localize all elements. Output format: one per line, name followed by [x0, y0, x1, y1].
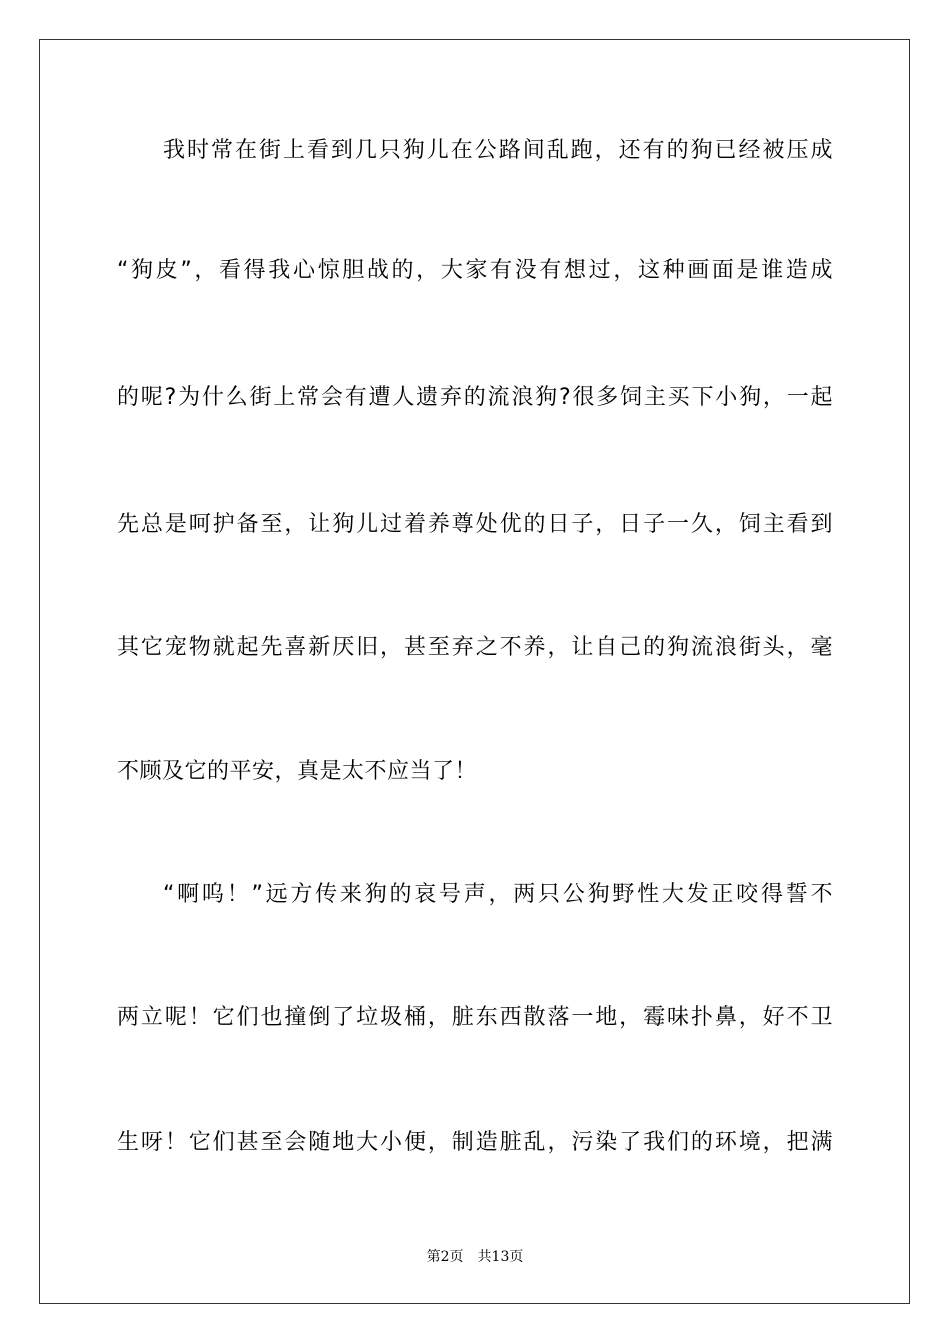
- paragraph-1-line-2: “狗皮”，看得我心惊胆战的，大家有没有想过，这种画面是谁造成: [117, 258, 833, 283]
- page-border: [39, 39, 910, 1304]
- paragraph-2-line-2: 两立呢！它们也撞倒了垃圾桶，脏东西散落一地，霉味扑鼻，好不卫: [117, 1005, 833, 1030]
- paragraph-1-line-6: 不顾及它的平安，真是太不应当了！: [117, 759, 478, 784]
- paragraph-1-line-1: 我时常在街上看到几只狗儿在公路间乱跑，还有的狗已经被压成: [163, 138, 833, 163]
- paragraph-1-line-5: 其它宠物就起先喜新厌旧，甚至弃之不养，让自己的狗流浪街头，毫: [117, 635, 833, 660]
- paragraph-2-line-3: 生呀！它们甚至会随地大小便，制造脏乱，污染了我们的环境，把满: [117, 1130, 833, 1155]
- page-number: 第2页: [426, 1249, 464, 1265]
- page-total: 共13页: [477, 1249, 524, 1265]
- paragraph-2-line-1: “啊呜！”远方传来狗的哀号声，两只公狗野性大发正咬得誓不: [163, 882, 833, 907]
- paragraph-1-line-3: 的呢?为什么街上常会有遭人遗弃的流浪狗?很多饲主买下小狗，一起: [117, 385, 833, 410]
- paragraph-1-line-4: 先总是呵护备至，让狗儿过着养尊处优的日子，日子一久，饲主看到: [117, 512, 833, 537]
- page-footer: [0, 1248, 950, 1266]
